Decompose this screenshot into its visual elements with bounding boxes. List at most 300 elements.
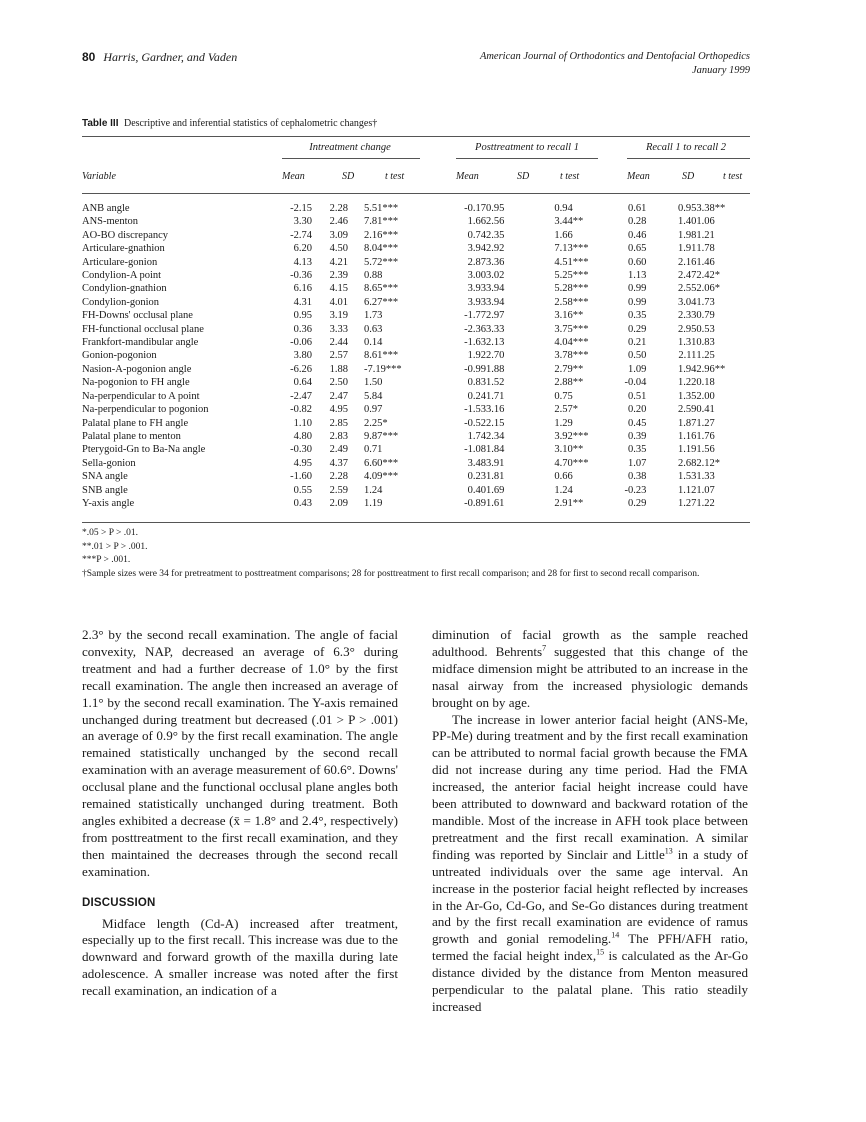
cell-mean: 0.61 <box>628 203 647 214</box>
cell-mean: -0.06 <box>290 337 312 349</box>
cell-mean: -1.53 <box>464 404 486 416</box>
cell-mean: 4.95 <box>293 457 312 469</box>
issue-date: January 1999 <box>691 65 750 76</box>
table-row <box>82 457 725 470</box>
cell-sd: 4.21 <box>329 256 348 268</box>
cell-mean: -6.26 <box>290 363 312 375</box>
cell-ttest: 2.57* <box>554 404 578 416</box>
cell-sd: 2.16 <box>678 256 697 268</box>
cell-sd: 3.02 <box>486 270 505 282</box>
cell-sd: 2.44 <box>329 337 348 349</box>
text-run: The increase in lower anterior facial height (ANS-Me, PP-Me) during treatment and by the first recall examination can be attributed to normal facial growth because the FMA did not increase during any time period. Had the FMA increased, the anterior facial height increase could have been attributed to downward and backward rotation of the mandible. Most of the increase in AFH took place between pretreatment and the first recall examination. A similar finding was reported by Sinclair and Little <box>432 711 748 862</box>
spacer <box>348 323 364 336</box>
text-run: suggested that this change of the midface dimension might be attributed to an increase in the nasal airway from the increased physiologic demands brought on by age. <box>432 643 748 710</box>
spacer <box>414 403 450 416</box>
spacer <box>348 430 364 443</box>
cell-mean: 0.23 <box>467 471 486 483</box>
cell-sd: 1.81 <box>486 471 505 483</box>
cell-ttest: 5.51*** <box>364 203 399 214</box>
cell-ttest: 1.07 <box>696 484 715 496</box>
cell-sd: 1.53 <box>678 471 697 483</box>
cell-sd: 2.35 <box>486 229 505 241</box>
cell-ttest: 1.19 <box>364 497 383 509</box>
cell-mean: 6.20 <box>293 243 312 255</box>
cell-sd: 2.57 <box>329 350 348 362</box>
cell-mean: 1.10 <box>293 417 312 429</box>
cell-mean: 1.92 <box>467 350 486 362</box>
table-row <box>82 256 725 269</box>
group-recall: Recall 1 to recall 2 <box>645 142 727 153</box>
cell-mean: 0.74 <box>467 229 486 241</box>
table-row <box>82 336 725 349</box>
footnote-p01: **.01 > P > .001. <box>82 541 148 552</box>
cell-mean: 4.80 <box>293 430 312 442</box>
cell-variable: Nasion-A-pogonion angle <box>82 363 192 375</box>
spacer <box>348 443 364 456</box>
cell-sd: 1.22 <box>678 377 697 389</box>
cell-sd: 1.40 <box>678 216 697 228</box>
cell-variable: FH-functional occlusal plane <box>82 323 204 335</box>
spacer <box>414 363 450 376</box>
cell-mean: -1.77 <box>464 310 486 322</box>
spacer <box>504 296 554 309</box>
cell-sd: 2.15 <box>486 417 505 429</box>
spacer <box>414 242 450 255</box>
spacer <box>589 403 625 416</box>
cell-mean: -0.17 <box>464 203 486 214</box>
cell-variable: Frankfort-mandibular angle <box>82 337 199 349</box>
citation-ref: 15 <box>596 947 605 957</box>
cell-mean: 0.39 <box>628 430 647 442</box>
spacer <box>589 309 625 322</box>
table-row <box>82 269 725 282</box>
cell-variable: Y-axis angle <box>82 497 135 509</box>
cell-ttest: 0.66 <box>554 471 573 483</box>
cell-mean: 2.87 <box>467 256 486 268</box>
spacer <box>589 323 625 336</box>
table-caption <box>82 118 377 129</box>
cell-mean: 0.95 <box>293 310 312 322</box>
cell-mean: 0.36 <box>293 323 312 335</box>
table-row <box>82 229 725 242</box>
cell-ttest: 5.25*** <box>554 270 589 282</box>
spacer <box>504 282 554 295</box>
cell-sd: 2.56 <box>486 216 505 228</box>
spacer <box>348 497 364 510</box>
cell-ttest: 5.72*** <box>364 256 399 268</box>
cell-ttest: 0.88 <box>364 270 383 282</box>
group-intreatment: Intreatment change <box>309 142 391 153</box>
spacer <box>504 417 554 430</box>
cell-variable: Articulare-gnathion <box>82 243 165 255</box>
table-row <box>82 497 725 510</box>
cell-ttest: 7.13*** <box>554 243 589 255</box>
cell-mean: 3.94 <box>467 243 486 255</box>
cell-sd: 4.37 <box>329 457 348 469</box>
cell-sd: 2.28 <box>329 203 348 214</box>
cell-ttest: -7.19*** <box>364 363 402 375</box>
paragraph <box>432 712 748 1016</box>
cell-ttest: 4.04*** <box>554 337 589 349</box>
cell-sd: 2.55 <box>678 283 697 295</box>
spacer <box>348 256 364 269</box>
spacer <box>504 470 554 483</box>
table-row <box>82 242 725 255</box>
cell-mean: 0.99 <box>628 283 647 295</box>
header-mean: Mean <box>627 171 650 182</box>
table-row <box>82 363 725 376</box>
cell-ttest: 0.97 <box>364 404 383 416</box>
spacer <box>414 417 450 430</box>
cell-sd: 0.95 <box>678 203 697 214</box>
spacer <box>414 323 450 336</box>
cell-variable: Palatal plane to FH angle <box>82 417 189 429</box>
spacer <box>348 229 364 242</box>
spacer <box>348 484 364 497</box>
cell-ttest: 3.16** <box>554 310 584 322</box>
spacer <box>589 242 625 255</box>
cell-mean: 0.35 <box>628 310 647 322</box>
cell-mean: 0.46 <box>628 229 647 241</box>
cell-sd: 1.52 <box>486 377 505 389</box>
cell-ttest: 2.12* <box>696 457 720 469</box>
group-rule <box>627 158 750 159</box>
cell-mean: 3.00 <box>467 270 486 282</box>
table-row <box>82 390 725 403</box>
cell-sd: 1.94 <box>678 363 697 375</box>
cell-mean: -0.89 <box>464 497 486 509</box>
cell-sd: 1.88 <box>329 363 348 375</box>
spacer <box>414 336 450 349</box>
cell-ttest: 0.94 <box>554 203 573 214</box>
spacer <box>504 309 554 322</box>
cell-mean: 4.13 <box>293 256 312 268</box>
spacer <box>414 470 450 483</box>
cell-ttest: 4.09*** <box>364 471 399 483</box>
spacer <box>504 336 554 349</box>
spacer <box>504 457 554 470</box>
spacer <box>589 457 625 470</box>
spacer <box>504 202 554 215</box>
cell-sd: 1.16 <box>678 430 697 442</box>
cell-ttest: 5.84 <box>364 390 383 402</box>
text-run: The PFH/AFH ratio, termed the facial height index, <box>432 931 748 964</box>
cell-ttest: 1.73 <box>364 310 383 322</box>
spacer <box>504 215 554 228</box>
cell-sd: 2.09 <box>329 497 348 509</box>
cell-sd: 1.91 <box>678 243 697 255</box>
cell-ttest: 1.24 <box>554 484 573 496</box>
cell-mean: -2.15 <box>290 203 312 214</box>
cell-mean: 1.09 <box>628 363 647 375</box>
cell-mean: 0.65 <box>628 243 647 255</box>
table-iii <box>82 136 750 510</box>
table-row <box>82 430 725 443</box>
cell-ttest: 0.18 <box>696 377 715 389</box>
footnote-p05: *.05 > P > .01. <box>82 528 139 538</box>
authors: Harris, Gardner, and Vaden <box>103 50 238 64</box>
cell-ttest: 3.78*** <box>554 350 589 362</box>
body-column-left <box>82 627 398 1000</box>
cell-sd: 1.31 <box>678 337 697 349</box>
cell-mean: -0.04 <box>624 377 647 389</box>
header-variable: Variable <box>82 171 116 182</box>
cell-sd: 4.95 <box>329 404 348 416</box>
cell-ttest: 7.81*** <box>364 216 399 228</box>
spacer <box>504 349 554 362</box>
cell-mean: 0.55 <box>293 484 312 496</box>
cell-sd: 2.92 <box>486 243 505 255</box>
cell-sd: 2.34 <box>486 430 505 442</box>
spacer <box>504 242 554 255</box>
table-row <box>82 309 725 322</box>
cell-mean: 0.40 <box>467 484 486 496</box>
table-row <box>82 349 725 362</box>
table-row <box>82 484 725 497</box>
spacer <box>348 403 364 416</box>
table-row <box>82 282 725 295</box>
text-run: diminution of facial growth as the sample reached adulthood. Behrents <box>432 627 748 659</box>
spacer <box>348 470 364 483</box>
cell-ttest: 3.44** <box>554 216 584 228</box>
cell-mean: -0.82 <box>290 404 312 416</box>
cell-mean: -1.08 <box>464 444 486 456</box>
cell-variable: Sella-gonion <box>82 457 136 469</box>
spacer <box>589 417 625 430</box>
cell-mean: 1.74 <box>467 430 486 442</box>
cell-sd: 1.35 <box>678 390 697 402</box>
text-run: is calculated as the Ar-Go distance divided by the distance from Menton measured perpendicular to the palatal plane. This ratio steadily increased <box>432 948 748 1014</box>
header-sd: SD <box>517 171 530 182</box>
spacer <box>589 470 625 483</box>
cell-sd: 2.47 <box>678 270 697 282</box>
cell-mean: -1.60 <box>290 471 312 483</box>
spacer <box>504 256 554 269</box>
cell-mean: 0.83 <box>467 377 486 389</box>
cell-ttest: 3.10** <box>554 444 584 456</box>
spacer <box>589 484 625 497</box>
cell-ttest: 0.83 <box>696 337 715 349</box>
cell-ttest: 2.79** <box>554 363 584 375</box>
cell-sd: 4.50 <box>329 243 348 255</box>
cell-sd: 1.84 <box>486 444 505 456</box>
cell-sd: 2.49 <box>329 444 348 456</box>
cell-mean: -2.47 <box>290 390 312 402</box>
spacer <box>348 376 364 389</box>
cell-mean: 0.20 <box>628 404 647 416</box>
body-column-right <box>432 627 748 1016</box>
table-row <box>82 403 725 416</box>
cell-mean: 1.07 <box>628 457 647 469</box>
group-posttreatment: Posttreatment to recall 1 <box>475 142 579 153</box>
cell-mean: 0.28 <box>628 216 647 228</box>
cell-mean: -2.36 <box>464 323 486 335</box>
cell-ttest: 3.92*** <box>554 430 589 442</box>
spacer <box>504 430 554 443</box>
cell-variable: SNB angle <box>82 484 128 496</box>
header-mean: Mean <box>282 171 305 182</box>
spacer <box>348 390 364 403</box>
spacer <box>504 269 554 282</box>
page-number: 80 <box>82 50 96 64</box>
cell-sd: 2.59 <box>678 404 697 416</box>
table-footnotes <box>82 522 750 581</box>
cell-sd: 2.11 <box>678 350 697 362</box>
cell-sd: 2.50 <box>329 377 348 389</box>
section-heading-discussion: DISCUSSION <box>82 896 156 909</box>
cell-ttest: 1.56 <box>696 444 715 456</box>
cell-variable: Na-pogonion to FH angle <box>82 377 190 389</box>
spacer <box>414 349 450 362</box>
cell-ttest: 6.60*** <box>364 457 399 469</box>
spacer <box>414 256 450 269</box>
cell-ttest: 2.58*** <box>554 296 589 308</box>
spacer <box>589 376 625 389</box>
cell-sd: 3.33 <box>486 323 505 335</box>
cell-mean: 0.60 <box>628 256 647 268</box>
table-row <box>82 376 725 389</box>
cell-ttest: 2.06* <box>696 283 720 295</box>
spacer <box>589 282 625 295</box>
cell-ttest: 2.91** <box>554 497 584 509</box>
cell-sd: 1.98 <box>678 229 697 241</box>
cell-mean: 0.29 <box>628 497 647 509</box>
cell-variable: ANS-menton <box>82 216 138 228</box>
table-row <box>82 470 725 483</box>
cell-variable: AO-BO discrepancy <box>82 229 169 241</box>
cell-variable: ANB angle <box>82 203 130 214</box>
spacer <box>589 269 625 282</box>
cell-ttest: 3.38** <box>696 203 726 214</box>
cell-mean: 0.45 <box>628 417 647 429</box>
spacer <box>414 296 450 309</box>
table-row <box>82 202 725 215</box>
spacer <box>589 256 625 269</box>
spacer <box>504 403 554 416</box>
cell-mean: 0.51 <box>628 390 647 402</box>
table-column-header <box>82 171 750 193</box>
table-row <box>82 296 725 309</box>
table-header-rule <box>82 193 750 194</box>
cell-sd: 3.09 <box>329 229 348 241</box>
header-sd: SD <box>342 171 355 182</box>
table-body <box>82 202 725 510</box>
cell-ttest: 9.87*** <box>364 430 399 442</box>
cell-mean: 3.30 <box>293 216 312 228</box>
paragraph <box>432 627 748 712</box>
cell-variable: Condylion-A point <box>82 270 162 282</box>
spacer <box>414 269 450 282</box>
cell-sd: 3.94 <box>486 283 505 295</box>
cell-variable: Condylion-gonion <box>82 296 160 308</box>
cell-ttest: 4.51*** <box>554 256 589 268</box>
cell-mean: 0.35 <box>628 444 647 456</box>
running-head <box>82 50 750 90</box>
spacer <box>348 242 364 255</box>
group-rule <box>456 158 598 159</box>
spacer <box>589 215 625 228</box>
cell-sd: 2.47 <box>329 390 348 402</box>
cell-sd: 2.33 <box>678 310 697 322</box>
spacer <box>589 390 625 403</box>
cell-sd: 3.36 <box>486 256 505 268</box>
cell-mean: 3.93 <box>467 296 486 308</box>
cell-ttest: 2.00 <box>696 390 715 402</box>
cell-mean: -1.63 <box>464 337 486 349</box>
cell-mean: -0.23 <box>624 484 647 496</box>
cell-variable: Na-perpendicular to A point <box>82 390 200 402</box>
spacer <box>414 457 450 470</box>
cell-sd: 2.28 <box>329 471 348 483</box>
cell-ttest: 8.04*** <box>364 243 399 255</box>
cell-ttest: 0.71 <box>364 444 383 456</box>
spacer <box>589 430 625 443</box>
text-run: in a study of untreated individuals over the same age interval. An increase in the posterior facial height reflected by increases in the Ar-Go, Cd-Go, and Se-Go distances during treatment and by the first recall examination are evidence of ramus growth and gonial remodeling. <box>432 846 748 947</box>
cell-sd: 3.33 <box>329 323 348 335</box>
cell-sd: 2.97 <box>486 310 505 322</box>
spacer <box>414 215 450 228</box>
footnote-p001: ***P > .001. <box>82 555 131 565</box>
journal-title: American Journal of Orthodontics and Dentofacial Orthopedics <box>479 51 750 62</box>
spacer <box>504 484 554 497</box>
table-row <box>82 417 725 430</box>
cell-sd: 2.95 <box>678 323 697 335</box>
cell-mean: 3.48 <box>467 457 486 469</box>
spacer <box>348 202 364 215</box>
spacer <box>414 484 450 497</box>
cell-variable: Na-perpendicular to pogonion <box>82 404 209 416</box>
spacer <box>504 323 554 336</box>
cell-mean: 6.16 <box>293 283 312 295</box>
citation-ref: 14 <box>611 930 620 940</box>
cell-mean: 0.43 <box>293 497 312 509</box>
cell-sd: 4.01 <box>329 296 348 308</box>
cell-mean: -0.36 <box>290 270 312 282</box>
cell-ttest: 1.27 <box>696 417 715 429</box>
table-row <box>82 215 725 228</box>
spacer <box>504 497 554 510</box>
group-rule <box>282 158 420 159</box>
cell-ttest: 0.14 <box>364 337 383 349</box>
cell-mean: 3.93 <box>467 283 486 295</box>
spacer <box>414 229 450 242</box>
cell-ttest: 1.66 <box>554 229 573 241</box>
running-head-right <box>480 50 750 78</box>
cell-ttest: 1.29 <box>554 417 573 429</box>
cell-ttest: 2.88** <box>554 377 584 389</box>
cell-sd: 1.61 <box>486 497 505 509</box>
cell-ttest: 1.46 <box>696 256 715 268</box>
cell-variable: FH-Downs' occlusal plane <box>82 310 193 322</box>
cell-mean: 0.24 <box>467 390 486 402</box>
cell-ttest: 2.16*** <box>364 229 399 241</box>
cell-ttest: 0.79 <box>696 310 715 322</box>
spacer <box>414 443 450 456</box>
cell-mean: 4.31 <box>293 296 312 308</box>
cell-sd: 1.69 <box>486 484 505 496</box>
header-ttest: t test <box>723 171 743 182</box>
cell-mean: -0.30 <box>290 444 312 456</box>
cell-ttest: 4.70*** <box>554 457 589 469</box>
table-row <box>82 323 725 336</box>
spacer <box>589 336 625 349</box>
cell-ttest: 1.06 <box>696 216 715 228</box>
spacer <box>589 497 625 510</box>
cell-mean: 1.66 <box>467 216 486 228</box>
spacer <box>589 349 625 362</box>
running-head-left <box>82 50 237 65</box>
header-ttest: t test <box>560 171 580 182</box>
